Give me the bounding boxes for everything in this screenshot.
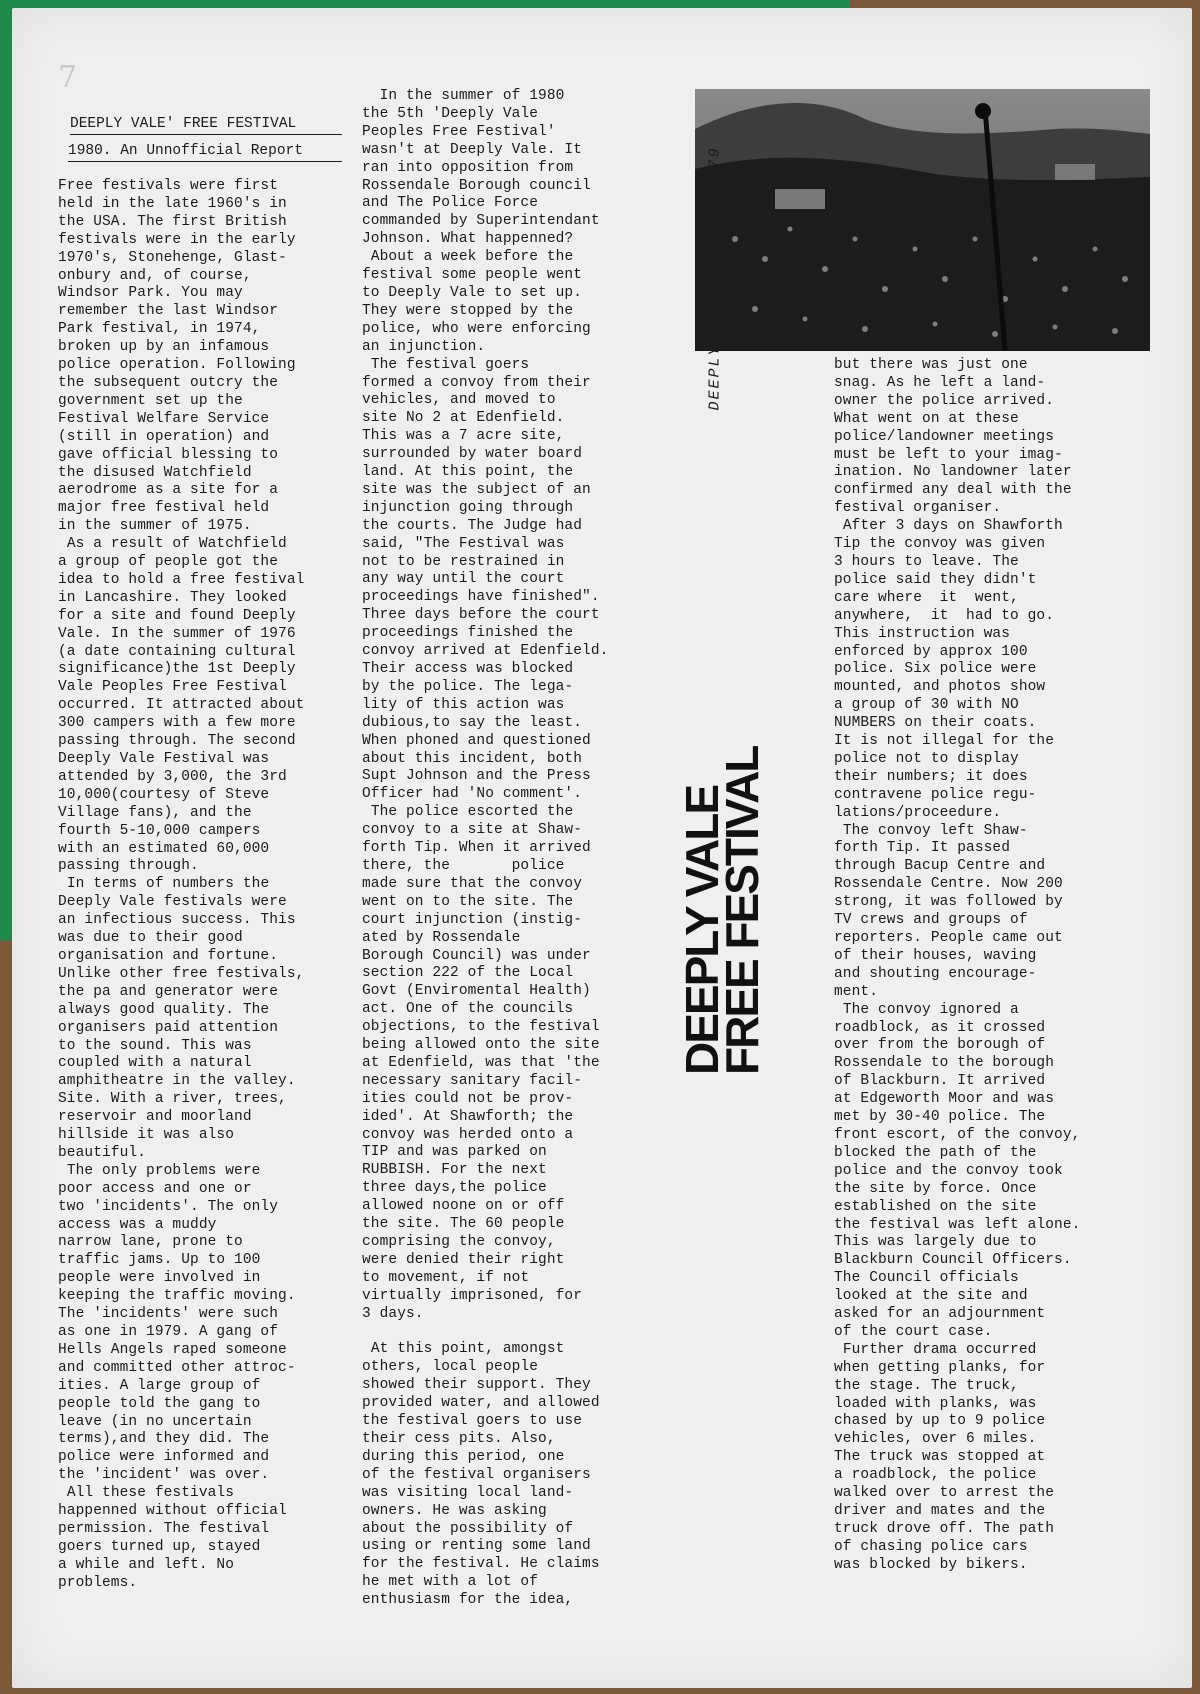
page-mark: 7: [58, 60, 78, 95]
article-column-3: but there was just one snag. As he left a land- owner the police arrived. What went on at these police/landowner meetings must be left to your imag- ination. No landowner later confirmed any deal with the festival organiser. After 3 days on Shawforth Tip the convoy was given 3 hours to leave. The police said they didn't care where it went, anywhere, it had to go. This instruction was enforced by approx 100 police. Six police were mounted, and photos show a group of 30 with NO NUMBERS on their coats. It is not illegal for the police not to display their numbers; it does contravene police regu- lations/proceedure. The convoy left Shaw- forth Tip. It passed through Bacup Centre and Rossendale Centre. Now 200 strong, it was followed by TV crews and groups of reporters. People came out of their houses, waving and shouting encourage- ment. The convoy ignored a roadblock, as it crossed over from the borough of Rossendale to the borough of Blackburn. It arrived at Edgeworth Moor and was met by 30-40 police. The front escort, of the convoy, blocked the path of the police and the convoy took the site by force. Once established on the site the festival was left alone. This was largely due to Blackburn Council Officers. The Council officials looked at the site and asked for an adjournment of the court case. Further drama occurred when getting planks, for the stage. The truck, loaded with planks, was chased by up to 9 police vehicles, over 6 miles. The truck was stopped at a roadblock, the police walked over to arrest the driver and mates and the truck drove off. The path of chasing police cars was blocked by bikers.: [834, 357, 1081, 1573]
article-column-1: Free festivals were first held in the late 1960's in the USA. The first British festivals were in the early 1970's, Stonehenge, Glast- onbury and, of course, Windsor Park. You may remember the last Windsor Park festival, in 1974, broken up by an infamous police operation. Following the subsequent outcry the government set up the Festival Welfare Service (still in operation) and gave official blessing to the disused Watchfield aerodrome as a site for a major free festival held in the summer of 1975. As a result of Watchfield a group of people got the idea to hold a free festival in Lancashire. They looked for a site and found Deeply Vale. In the summer of 1976 (a date containing cultural significance)the 1st Deeply Vale Peoples Free Festival occurred. It attracted about 300 campers with a few more passing through. The second Deeply Vale Festival was attended by 3,000, the 3rd 10,000(courtesy of Steve Village fans), and the fourth 5-10,000 campers with an estimated 60,000 passing through. In terms of numbers the Deeply Vale festivals were an infectious success. This was due to their good organisation and fortune. Unlike other free festivals, the pa and generator were always good quality. The organisers paid attention to the sound. This was coupled with a natural amphitheatre in the valley. Site. With a river, trees, reservoir and moorland hillside it was also beautiful. The only problems were poor access and one or two 'incidents'. The only access was a muddy narrow lane, prone to traffic jams. Up to 100 people were involved in keeping the traffic moving. The 'incidents' were such as one in 1979. A gang of Hells Angels raped someone and committed other attroc- ities. A large group of people told the gang to leave (in no uncertain terms),and they did. The police were informed and the 'incident' was over. All these festivals happenned without official permission. The festival goers turned up, stayed a while and left. No problems.: [58, 178, 305, 1591]
photo-caption-handwritten: DEEPLY VALE FESTIVAL '79: [706, 146, 724, 411]
festival-crowd-photo: [695, 89, 1150, 351]
festival-banner-title: [676, 555, 832, 1075]
crowd-photo-image: [695, 89, 1150, 351]
article-column-2: In the summer of 1980 the 5th 'Deeply Vale Peoples Free Festival' wasn't at Deeply Vale. It ran into opposition from Rossendale Borough council and The Police Force commanded by Superintendant Johnson. What happenned? About a week before the festival some people went to Deeply Vale to set up. They were stopped by the police, who were enforcing an injunction. The festival goers formed a convoy from their vehicles, and moved to site No 2 at Edenfield. This was a 7 acre site, surrounded by water board land. At this point, the site was the subject of an injunction going through the courts. The Judge had said, "The Festival was not to be restrained in any way until the court proceedings have finished". Three days before the court proceedings finished the convoy arrived at Edenfield. Their access was blocked by the police. The lega- lity of this action was dubious,to say the least. When phoned and questioned about this incident, both Supt Johnson and the Press Officer had 'No comment'. The police escorted the convoy to a site at Shaw- forth Tip. When it arrived there, the police made sure that the convoy went on to the site. The court injunction (instig- ated by Rossendale Borough Council) was under section 222 of the Local Govt (Enviromental Health) act. One of the councils objections, to the festival being allowed onto the site at Edenfield, was that 'the necessary sanitary facil- ities could not be prov- ided'. At Shawforth; the convoy was herded onto a TIP and was parked on RUBBISH. For the next three days,the police allowed noone on or off the site. The 60 people comprising the convoy, were denied their right to movement, if not virtually imprisoned, for 3 days. At this point, amongst others, local people showed their support. They provided water, and allowed the festival goers to use their cess pits. Also, during this period, one of the festival organisers was visiting local land- owners. He was asking about the possibility of using or renting some land for the festival. He claims he met with a lot of enthusiasm for the idea,: [362, 88, 609, 1609]
banner-line-1: DEEPLY VALE: [676, 785, 728, 1075]
article-subtitle: 1980. An Unnofficial Report: [68, 143, 342, 162]
banner-line-2: FREE FESTIVAL: [716, 746, 768, 1075]
article-title: DEEPLY VALE' FREE FESTIVAL: [70, 116, 342, 135]
